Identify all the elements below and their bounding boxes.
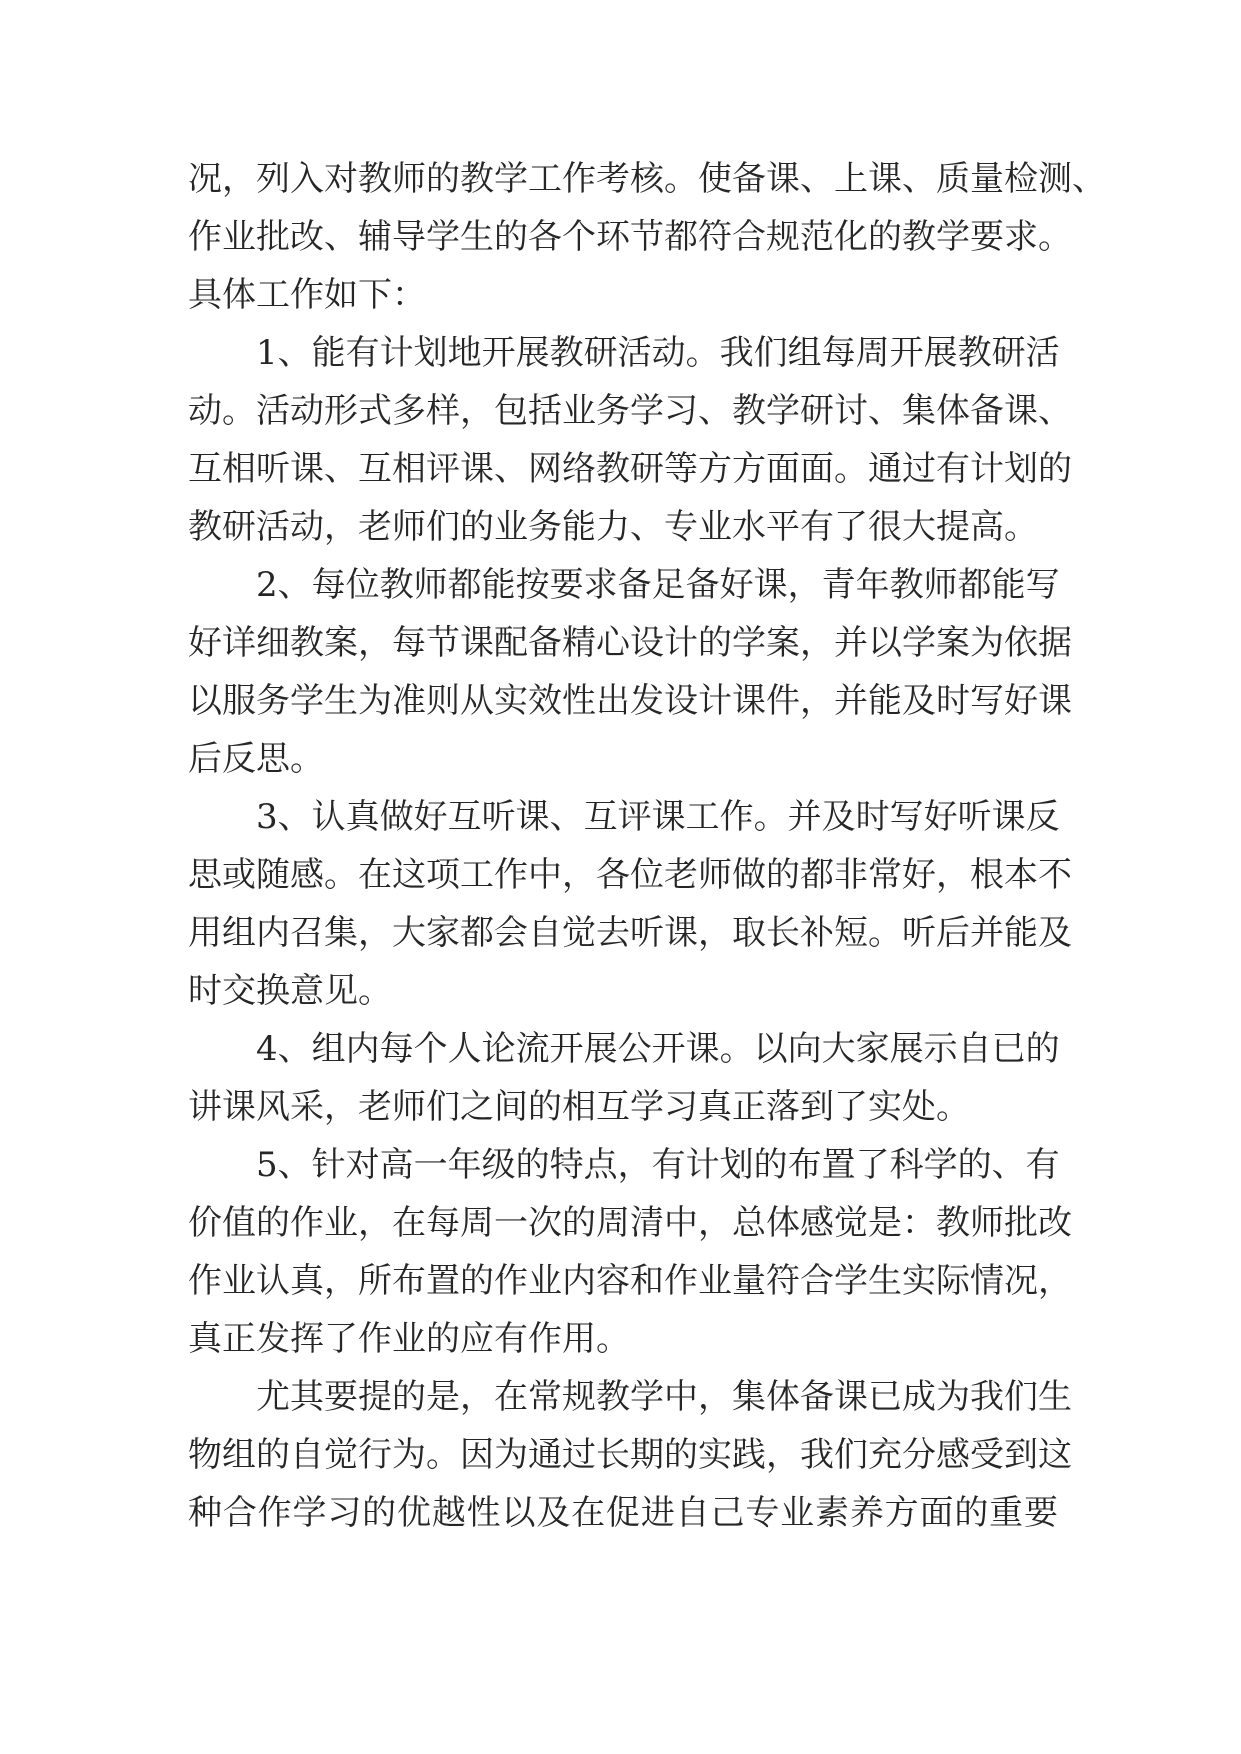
text-line-2: 作业批改、辅导学生的各个环节都符合规范化的教学要求。 [188,217,1072,257]
text-line-7: 教研活动，老师们的业务能力、专业水平有了很大提高。 [188,507,1038,547]
text-line-22: 尤其要提的是，在常规教学中，集体备课已成为我们生 [256,1377,1072,1417]
text-line-6: 互相听课、互相评课、网络教研等方方面面。通过有计划的 [188,449,1072,489]
text-line-11: 后反思。 [188,739,324,779]
text-line-13: 思或随感。在这项工作中，各位老师做的都非常好，根本不 [188,855,1072,895]
document-body [188,150,1106,1542]
text-line-23: 物组的自觉行为。因为通过长期的实践，我们充分感受到这 [188,1435,1072,1475]
text-line-24: 种合作学习的优越性以及在促进自己专业素养方面的重要 [188,1493,1058,1533]
text-line-17: 讲课风采，老师们之间的相互学习真正落到了实处。 [188,1087,970,1127]
text-line-19: 价值的作业，在每周一次的周清中，总体感觉是：教师批改 [188,1203,1072,1243]
text-line-21: 真正发挥了作业的应有作用。 [188,1319,630,1359]
text-line-8: 2、每位教师都能按要求备足备好课，青年教师都能写 [256,565,1060,605]
text-line-9: 好详细教案，每节课配备精心设计的学案，并以学案为依据 [188,623,1072,663]
text-line-16: 4、组内每个人论流开展公开课。以向大家展示自已的 [256,1029,1060,1069]
text-line-10: 以服务学生为准则从实效性出发设计课件，并能及时写好课 [188,681,1072,721]
text-line-20: 作业认真，所布置的作业内容和作业量符合学生实际情况， [188,1261,1072,1301]
text-line-3: 具体工作如下： [188,275,426,315]
text-line-4: 1、能有计划地开展教研活动。我们组每周开展教研活 [256,333,1060,373]
text-line-1: 况，列入对教师的教学工作考核。使备课、上课、质量检测、 [188,159,1106,199]
text-line-14: 用组内召集，大家都会自觉去听课，取长补短。听后并能及 [188,913,1072,953]
text-line-18: 5、针对高一年级的特点，有计划的布置了科学的、有 [256,1145,1060,1185]
text-line-15: 时交换意见。 [188,971,392,1011]
text-line-5: 动。活动形式多样，包括业务学习、教学研讨、集体备课、 [188,391,1072,431]
text-line-12: 3、认真做好互听课、互评课工作。并及时写好听课反 [256,797,1060,837]
